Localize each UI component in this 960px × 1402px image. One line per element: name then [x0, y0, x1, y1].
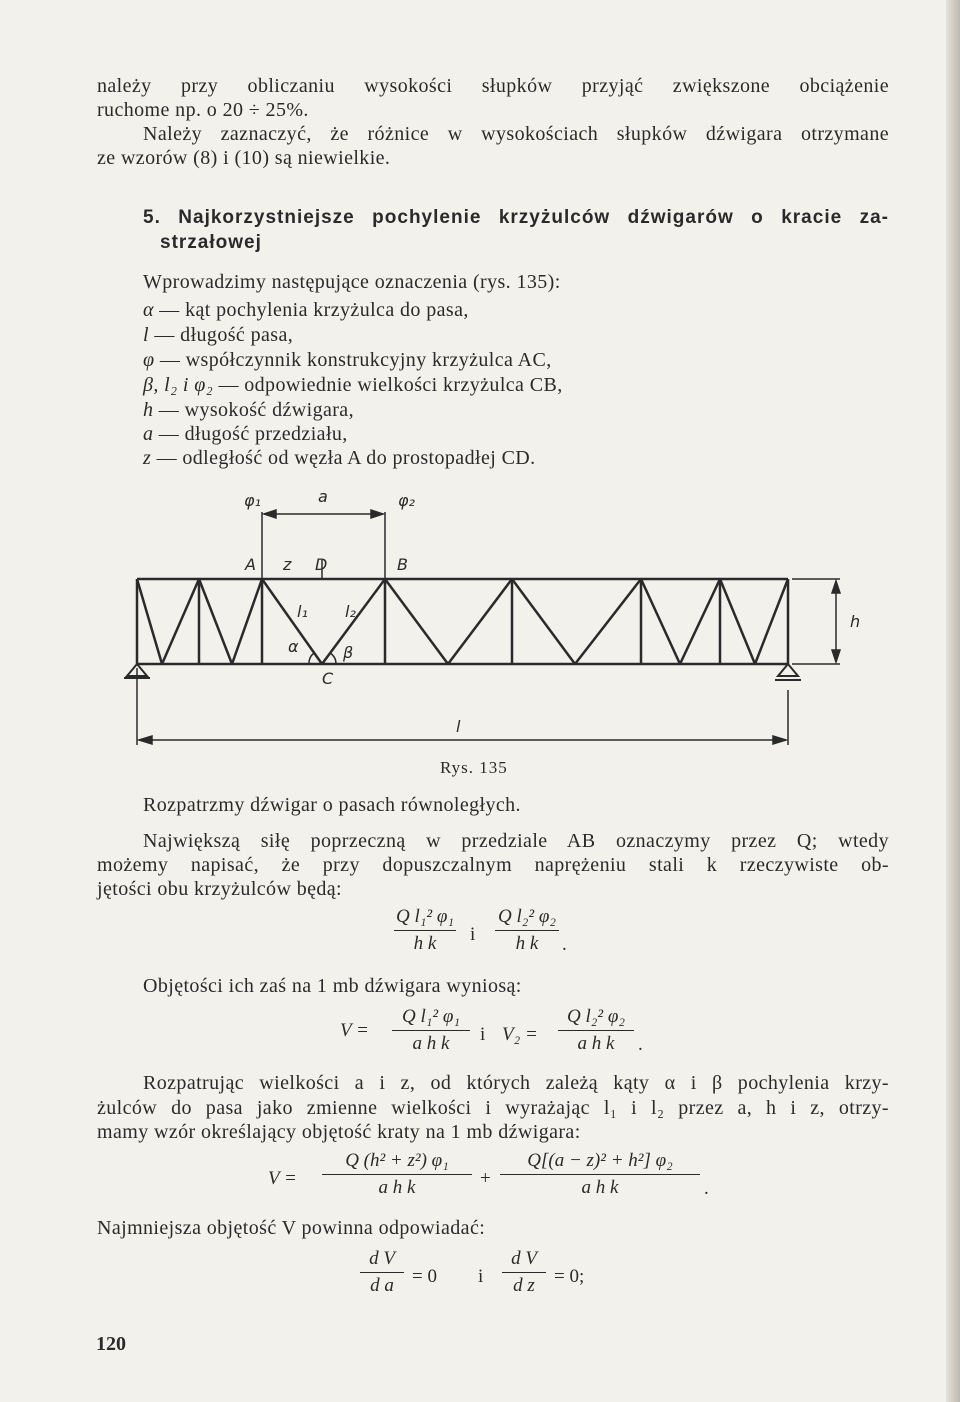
label-l1: l₁	[297, 602, 308, 621]
arrowhead-icon	[832, 650, 840, 662]
legend-item: β, l₂ i φ₂ — odpowiednie wielkości krzyżulca CB,	[143, 374, 563, 396]
section-title: 5. Najkorzystniejsze pochylenie krzyżulców dźwigarów o kracie za-	[143, 207, 889, 228]
arrowhead-icon	[832, 581, 840, 593]
truss-diagonal	[512, 579, 575, 664]
figure-caption: Rys. 135	[440, 758, 508, 777]
legend-item: l — długość pasa,	[143, 324, 294, 346]
truss-diagonal	[755, 579, 788, 664]
label-l: l	[456, 717, 461, 736]
truss-diagonal	[162, 579, 199, 664]
label-h: h	[850, 612, 861, 631]
truss-diagonal	[680, 579, 720, 664]
text-line: należy przy obliczaniu wysokości słupków przyjąć zwiększone obciążenie	[97, 75, 889, 97]
truss-diagonal	[232, 579, 262, 664]
section-title-cont: strzałowej	[160, 232, 262, 253]
label-D: D	[315, 555, 328, 574]
legend-item: α — kąt pochylenia krzyżulca do pasa,	[143, 299, 469, 321]
arrowhead-icon	[139, 736, 152, 744]
label-a: a	[318, 487, 328, 506]
truss-diagonal	[322, 579, 385, 664]
page-number: 120	[96, 1333, 126, 1355]
text-line: Rozpatrzmy dźwigar o pasach równoległych.	[143, 794, 521, 816]
truss-diagonal	[720, 579, 755, 664]
truss-diagonal	[575, 579, 641, 664]
formula-volume-per-m: V = $\frac{\text{Q l₁² φ₁}}{\text{a h k}}$ i V₂ = $\frac{\text{Q l₂² φ₂}}{\text{a h k}}$ .	[340, 1006, 643, 1055]
arrowhead-icon	[371, 510, 383, 518]
truss-diagonal	[137, 579, 162, 664]
legend-item: h — wysokość dźwigara,	[143, 399, 354, 421]
text-line: jętości obu krzyżulców będą:	[97, 878, 343, 900]
text-line: ruchome np. o 20 ÷ 25%.	[97, 99, 309, 121]
text-line: Rozpatrując wielkości a i z, od których zależą kąty α i β pochylenia krzy-	[143, 1072, 889, 1094]
label-z: z	[283, 555, 292, 574]
text-line: mamy wzór określający objętość kraty na 1 mb dźwigara:	[97, 1121, 581, 1143]
legend-item: z — odległość od węzła A do prostopadłej CD.	[143, 447, 536, 469]
notation-intro: Wprowadzimy następujące oznaczenia (rys. 135):	[143, 271, 561, 293]
arrowhead-icon	[264, 510, 276, 518]
truss-diagonal	[448, 579, 512, 664]
formula-minimum-condition: $\frac{\text{d V}}{\text{d a}}$ = 0 i $\frac{\text{d V}}{\text{d z}}$ = 0;	[360, 1248, 620, 1308]
roller-support-icon	[778, 664, 798, 676]
formula-lattice-volume: V = $\frac{\text{Q (h² + z²) φ₁}}{\text{a h k}}$ + $\frac{\text{Q[(a − z)² + h²] φ₂}}{\text{a h k}}$ .	[268, 1150, 709, 1199]
text-line: ze wzorów (8) i (10) są niewielkie.	[97, 147, 391, 169]
legend-item: a — długość przedziału,	[143, 423, 348, 445]
label-beta: β	[343, 643, 354, 662]
angle-arc-alpha	[309, 653, 314, 664]
truss-diagonal	[199, 579, 232, 664]
label-alpha: α	[288, 637, 299, 656]
formula-volumes: $\frac{\text{Q l₁² φ₁}}{\text{h k}}$ i $\frac{\text{Q l₂² φ₂}}{\text{h k}}$ .	[380, 906, 620, 966]
text-line: Najmniejsza objętość V powinna odpowiadać:	[97, 1217, 486, 1239]
legend-item: φ — współczynnik konstrukcyjny krzyżulca AC,	[143, 349, 552, 371]
label-phi2: φ₂	[398, 491, 415, 510]
label-A: A	[245, 555, 256, 574]
text-line: Należy zaznaczyć, że różnice w wysokościach słupków dźwigara otrzymane	[143, 123, 889, 145]
truss-diagonal	[385, 579, 448, 664]
label-phi1: φ₁	[244, 491, 261, 510]
text-line: żulców do pasa jako zmienne wielkości i wyrażając l₁ i l₂ przez a, h i z, otrzy-	[97, 1097, 889, 1119]
angle-arc-beta	[330, 653, 336, 664]
label-C: C	[322, 669, 334, 688]
text-line: Największą siłę poprzeczną w przedziale AB oznaczymy przez Q; wtedy	[143, 830, 889, 852]
arrowhead-icon	[773, 736, 786, 744]
text-line: Objętości ich zaś na 1 mb dźwigara wyniosą:	[143, 975, 522, 997]
label-l2: l₂	[345, 602, 356, 621]
truss-diagonal	[641, 579, 680, 664]
text-line: możemy napisać, że przy dopuszczalnym naprężeniu stali k rzeczywiste ob-	[97, 854, 889, 876]
label-B: B	[397, 555, 408, 574]
